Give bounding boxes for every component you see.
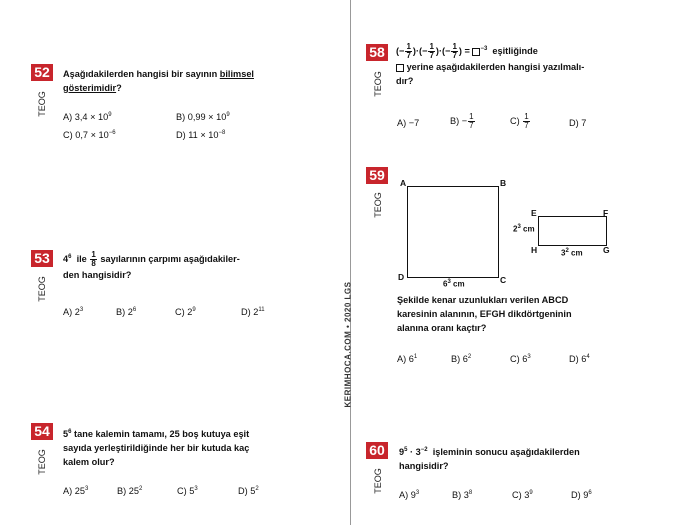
option-d[interactable]: D) 7 [569, 118, 587, 128]
vertex-b: B [500, 178, 507, 188]
question-number-58: 58 [366, 44, 388, 61]
side-label-square: $6^3$ cm [443, 279, 465, 289]
vertex-f: F [603, 208, 609, 218]
question-text-53: $4^6$ ile $\frac{1}{8}$ sayılarının çarpımı aşağıdakiler- den hangisidir? [63, 250, 240, 281]
vertex-d: D [398, 272, 405, 282]
question-text-58: (− $\frac{1}{7}$ )·(− $\frac{1}{7}$ )·(− $\frac{1}{7}$ ) = $^{-3}$ eşitliğinde yerine aşağıdakilerden hangisi yazılmalı- dır? [396, 42, 585, 87]
sidebar-watermark: KERIMHOCA.COM • 2020 LGS [343, 281, 353, 408]
side-label-width: $3^2$ cm [561, 248, 583, 258]
option-c[interactable]: C) $6^3$ [510, 354, 531, 365]
option-b[interactable]: B) $3^8$ [452, 490, 473, 501]
question-number-52: 52 [31, 64, 53, 81]
option-d[interactable]: D) $6^4$ [569, 354, 590, 365]
teog-label: TEOG [37, 449, 47, 475]
vertex-a: A [400, 178, 407, 188]
option-a[interactable]: A) −7 [397, 118, 420, 128]
expression: (− $\frac{1}{7}$ )·(− $\frac{1}{7}$ )·(− $\frac{1}{7}$ ) [396, 42, 462, 61]
question-text-54: $5^6$ tane kalemin tamamı, 25 boş kutuya eşit sayıda yerleştirildiğinde her bir kutuda kaç kalem olur? [63, 429, 250, 468]
side-label-height: $2^3$ cm [513, 224, 535, 234]
option-d[interactable]: D) $9^6$ [571, 490, 592, 501]
option-a[interactable]: A) $2^3$ [63, 307, 84, 318]
vertex-e: E [531, 208, 537, 218]
option-c[interactable]: C) $0,7 \times 10^{-6}$ [63, 130, 116, 141]
question-number-60: 60 [366, 442, 388, 459]
option-c[interactable]: C) $2^9$ [175, 307, 196, 318]
vertex-g: G [603, 245, 610, 255]
option-b[interactable]: B) − $\frac{1}{7}$ [450, 112, 474, 130]
option-b[interactable]: B) $25^2$ [117, 486, 143, 497]
option-a[interactable]: A) $6^1$ [397, 354, 418, 365]
option-b[interactable]: B) $2^6$ [116, 307, 137, 318]
vertex-c: C [500, 275, 507, 285]
vertex-h: H [531, 245, 538, 255]
option-c[interactable]: C) $3^9$ [512, 490, 533, 501]
blank-box-icon [396, 64, 404, 72]
option-d[interactable]: D) $2^{11}$ [241, 307, 265, 318]
square-abcd [407, 186, 499, 278]
question-text-60: $9^5 \cdot 3^{-2}$ işleminin sonucu aşağıdakilerden hangisidir? [399, 447, 580, 472]
question-number-53: 53 [31, 250, 53, 267]
question-text-52: Aşağıdakilerden hangisi bir sayının bilimsel gösterimidir? [63, 69, 254, 93]
question-text-59: Şekilde kenar uzunlukları verilen ABCD karesinin alanının, EFGH dikdörtgeninin alanına oranı kaçtır? [397, 295, 572, 333]
option-a[interactable]: A) $3,4 \times 10^9$ [63, 112, 112, 123]
teog-label: TEOG [373, 71, 383, 97]
option-c[interactable]: C) $5^3$ [177, 486, 198, 497]
rectangle-efgh [538, 216, 607, 246]
option-b[interactable]: B) $6^2$ [451, 354, 472, 365]
option-c[interactable]: C) $\frac{1}{7}$ [510, 112, 529, 130]
option-d[interactable]: D) $5^2$ [238, 486, 259, 497]
teog-label: TEOG [373, 192, 383, 218]
option-d[interactable]: D) $11 \times 10^{-8}$ [176, 130, 226, 141]
option-a[interactable]: A) $25^3$ [63, 486, 89, 497]
question-number-54: 54 [31, 423, 53, 440]
teog-label: TEOG [37, 276, 47, 302]
option-b[interactable]: B) $0,99 \times 10^9$ [176, 112, 230, 123]
question-number-59: 59 [366, 167, 388, 184]
option-a[interactable]: A) $9^3$ [399, 490, 420, 501]
teog-label: TEOG [37, 91, 47, 117]
teog-label: TEOG [373, 468, 383, 494]
